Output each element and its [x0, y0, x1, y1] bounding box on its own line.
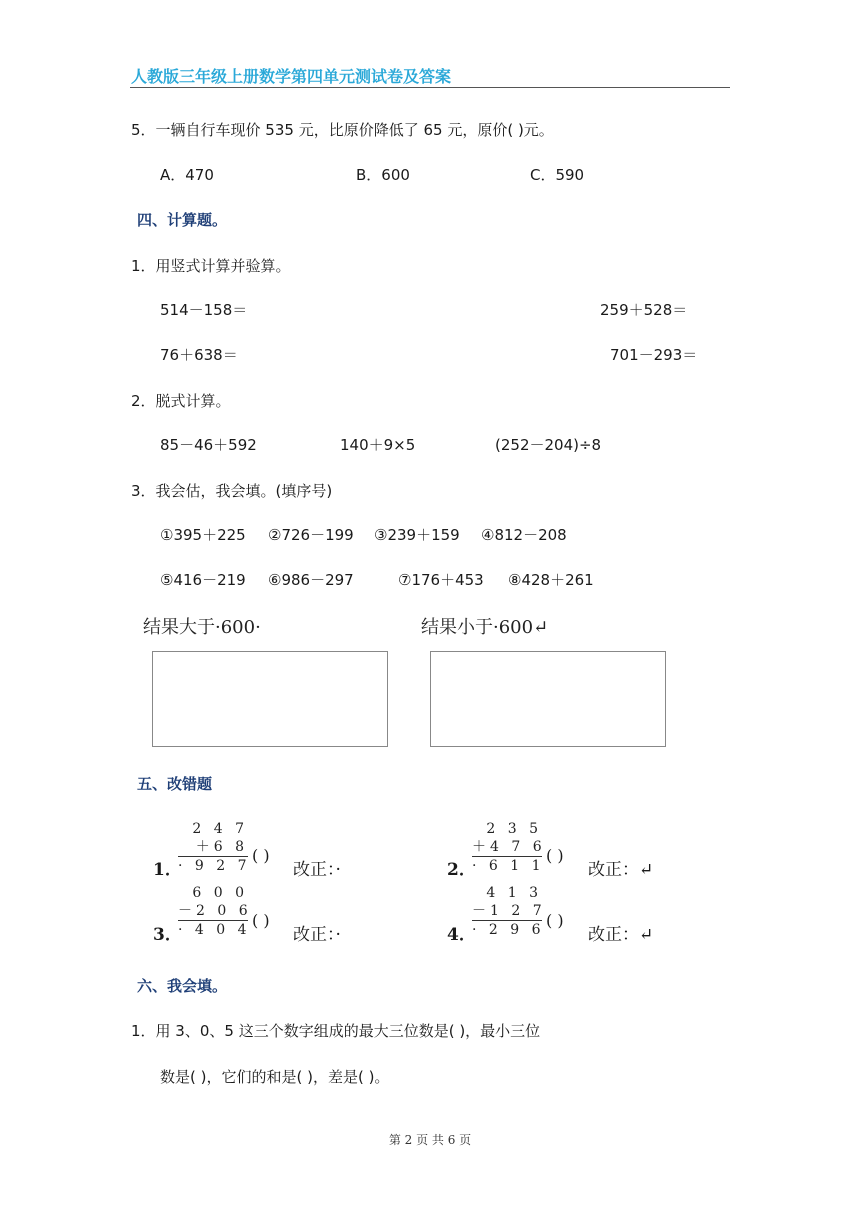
question-5-text: 5．一辆自行车现价 535 元，比原价降低了 65 元，原价( )元。 — [131, 121, 554, 139]
calc-second-operand: －1 2 7 — [472, 903, 546, 919]
calc-result: · 2 9 6 — [472, 922, 545, 938]
page-footer: 第 2 页 共 6 页 — [388, 1133, 472, 1147]
estimate-item: ②726－199 — [268, 526, 354, 544]
section-6-title: 六、我会填。 — [137, 977, 228, 995]
calc-second-operand: ＋6 8 — [195, 839, 248, 855]
calc-second-operand: －2 0 6 — [178, 903, 252, 919]
calc-3-title: 3．我会估，我会填。(填序号) — [131, 482, 333, 500]
estimate-item: ⑥986－297 — [268, 571, 354, 589]
vertical-calculation — [178, 820, 251, 875]
fill-question-line-1: 1．用 3、0、5 这三个数字组成的最大三位数是( )，最小三位 — [131, 1022, 541, 1040]
calc-1-item: 259＋528＝ — [600, 301, 688, 319]
header-divider — [130, 87, 730, 88]
calc-top-operand: 6 0 0 — [192, 885, 248, 901]
problem-number: 3． — [153, 925, 182, 945]
problem-number: 1． — [153, 860, 182, 880]
calc-1-item: 76＋638＝ — [160, 346, 238, 364]
document-header-title: 人教版三年级上册数学第四单元测试卷及答案 — [131, 67, 452, 86]
option-c: C．590 — [530, 166, 585, 184]
option-a: A．470 — [160, 166, 214, 184]
judgment-blank[interactable]: ( ) — [252, 911, 270, 930]
correction-label: 改正：↵ — [588, 925, 654, 945]
judgment-blank[interactable]: ( ) — [546, 911, 564, 930]
section-4-title: 四、计算题。 — [137, 211, 228, 229]
calc-2-item: 140＋9×5 — [340, 436, 416, 454]
judgment-blank[interactable]: ( ) — [546, 846, 564, 865]
calc-result: · 9 2 7 — [178, 858, 251, 874]
calc-2-title: 2．脱式计算。 — [131, 392, 231, 410]
section-5-title: 五、改错题 — [137, 775, 213, 793]
estimate-item: ⑤416－219 — [160, 571, 246, 589]
estimate-item: ④812－208 — [481, 526, 567, 544]
answer-box-less[interactable] — [430, 651, 666, 747]
correction-label: 改正：↵ — [588, 860, 654, 880]
vertical-calculation — [178, 884, 252, 939]
option-b: B．600 — [356, 166, 410, 184]
correction-label: 改正：· — [293, 925, 341, 945]
calc-result: · 6 1 1 — [472, 858, 545, 874]
estimate-item: ⑧428＋261 — [508, 571, 594, 589]
calc-top-operand: 4 1 3 — [486, 885, 542, 901]
calc-top-operand: 2 3 5 — [486, 821, 542, 837]
calc-result: · 4 0 4 — [178, 922, 251, 938]
calc-2-item: (252－204)÷8 — [495, 436, 602, 454]
box-greater-label: 结果大于·600· — [143, 617, 261, 638]
estimate-item: ⑦176＋453 — [398, 571, 484, 589]
fill-question-line-2: 数是( )，它们的和是( )，差是( )。 — [160, 1068, 390, 1086]
problem-number: 2． — [447, 860, 476, 880]
problem-number: 4． — [447, 925, 476, 945]
box-less-label: 结果小于·600↵ — [421, 617, 549, 638]
calc-2-item: 85－46＋592 — [160, 436, 257, 454]
calc-second-operand: ＋4 7 6 — [472, 839, 546, 855]
calc-1-title: 1．用竖式计算并验算。 — [131, 257, 291, 275]
answer-box-greater[interactable] — [152, 651, 388, 747]
calc-1-item: 701－293＝ — [610, 346, 698, 364]
vertical-calculation — [472, 820, 546, 875]
vertical-calculation — [472, 884, 546, 939]
estimate-item: ③239＋159 — [374, 526, 460, 544]
judgment-blank[interactable]: ( ) — [252, 846, 270, 865]
calc-1-item: 514－158＝ — [160, 301, 248, 319]
estimate-item: ①395＋225 — [160, 526, 246, 544]
calc-top-operand: 2 4 7 — [192, 821, 248, 837]
correction-label: 改正：· — [293, 860, 341, 880]
